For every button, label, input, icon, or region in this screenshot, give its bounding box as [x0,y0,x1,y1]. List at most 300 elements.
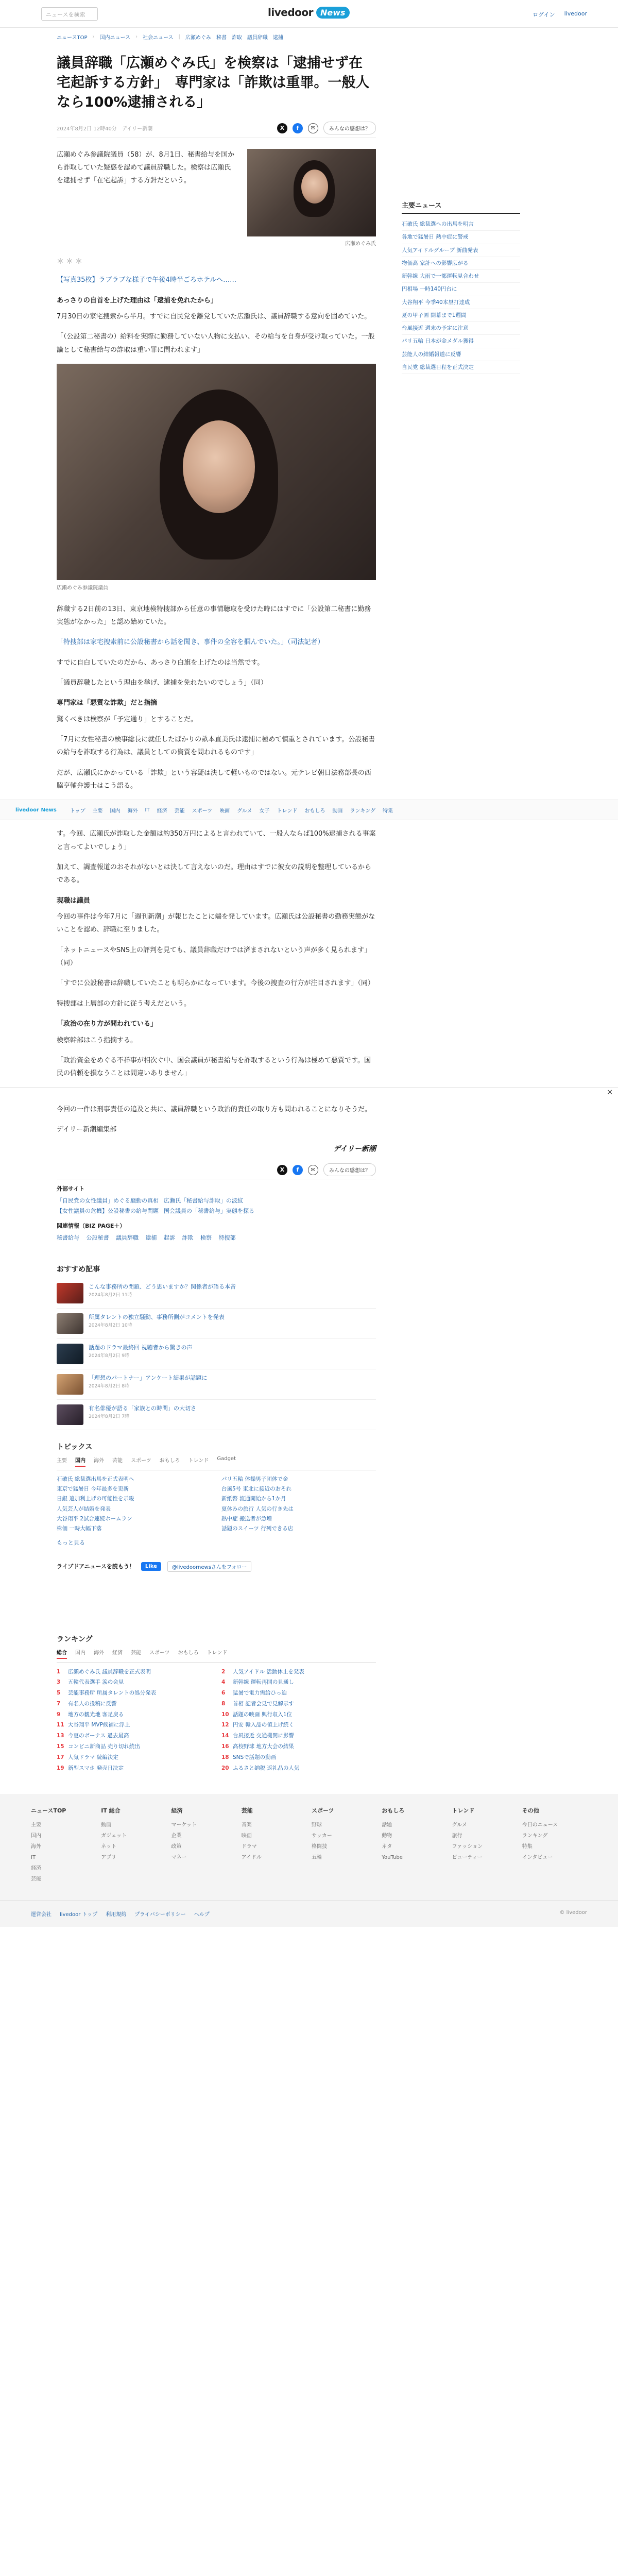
ranking-number: 18 [221,1754,229,1760]
tag-link[interactable]: 秘書給与 [57,1234,79,1241]
article-photo[interactable] [57,364,376,580]
footer-link[interactable]: ドラマ [241,1844,257,1850]
footer-link[interactable]: 主要 [31,1822,41,1828]
footer-link[interactable]: 今日のニュース [522,1822,558,1828]
article-date-source: 2024年8月2日 12時40分 デイリー新潮 [57,126,153,132]
footer-column-heading[interactable]: 経済 [171,1807,183,1815]
tab-topic[interactable]: トレンド [188,1458,209,1464]
reactions-button[interactable]: みんなの感想は？ [323,1163,376,1176]
topic-item[interactable]: 株価 一時大幅下落 [57,1526,102,1532]
tag-link[interactable]: 議員辞職 [247,35,268,41]
sidebar-news-item[interactable] [402,322,520,335]
copyright-text: © livedoor [559,1910,587,1916]
footer-link[interactable]: 国内 [31,1833,41,1839]
ranking-item[interactable] [57,1667,211,1677]
footer-bottom-link[interactable]: 運営会社 [31,1912,52,1918]
recommend-item[interactable] [57,1339,376,1369]
share-bar-footer [277,1163,376,1176]
ranking-number: 19 [57,1765,64,1771]
footer-column-heading[interactable]: その他 [522,1807,539,1815]
breadcrumb-item[interactable]: ニュースTOP [57,35,88,41]
tag-link[interactable]: 詐取 [231,35,242,41]
mail-share-icon[interactable]: ✉ [308,1165,318,1175]
external-links [57,1196,376,1216]
ranking-number: 11 [57,1722,64,1728]
body-paragraph: 検察幹部はこう指摘する。 [57,1036,138,1044]
footer-column [382,1806,447,1885]
ranking-text: 首相 記者会見で見解示す [233,1700,294,1707]
tab-ranking-active[interactable]: 総合 [57,1648,67,1659]
article-photo-caption: 広瀬めぐみ参議院議員 [57,585,108,591]
sidebar-news-item[interactable] [402,218,520,231]
sidebar-news-label: 各地で猛暑日 熱中症に警戒 [402,234,469,241]
nav-item[interactable]: 女子 [259,808,270,814]
login-link[interactable]: ログイン [533,11,555,18]
footer-bottom-link[interactable]: プライバシーポリシー [134,1912,186,1918]
ranking-number: 15 [57,1743,64,1750]
ranking-item[interactable] [221,1709,376,1720]
footer-link[interactable]: 音楽 [241,1822,252,1828]
sidebar-news-label: 円相場 一時140円台に [402,286,457,293]
ranking-text: 有名人の投稿に反響 [68,1700,117,1707]
recommend-item[interactable] [57,1278,376,1309]
sidebar-news-item[interactable] [402,257,520,270]
sidebar-news-label: 台風接近 週末の予定に注意 [402,325,469,332]
sidebar-news-item[interactable] [402,244,520,257]
external-link[interactable]: 国会議員の「秘書給与」実態を探る [164,1208,254,1215]
tab-topic[interactable]: 海外 [94,1458,104,1464]
ranking-item[interactable] [57,1699,211,1709]
recommend-body [89,1313,225,1334]
nav-item[interactable]: グルメ [237,808,252,814]
footer-column-heading[interactable]: 芸能 [241,1807,253,1815]
tags-title: 関連情報（BIZ PAGE＋） [57,1222,126,1229]
footer-link[interactable]: ガジェット [101,1833,127,1839]
tag-link[interactable]: 検察 [200,1234,212,1241]
footer-column-heading[interactable]: おもしろ [382,1807,405,1815]
footer-link[interactable]: 特集 [522,1844,533,1850]
nav-logo[interactable]: livedoor News [15,807,57,813]
footer-column [171,1806,236,1885]
footer-link[interactable]: インタビュー [522,1855,553,1861]
nav-item[interactable]: 経済 [157,808,167,814]
footer-link[interactable]: マネー [171,1855,187,1861]
ranking-item[interactable] [221,1763,376,1774]
body-paragraph: 「すでに公設秘書は辞職していたことも明らかになっています。今後の捜査の行方が注目されます」（同） [57,979,374,988]
footer-bottom-link[interactable]: 利用規約 [106,1912,127,1918]
topic-item[interactable]: パリ五輪 体操男子団体で金 [221,1476,288,1482]
sidebar-news-label: 自民党 総裁選日程を正式決定 [402,364,474,370]
ranking-item[interactable] [57,1677,211,1688]
breadcrumb-separator: › [92,33,95,40]
footer-column [312,1806,376,1885]
footer-column [522,1806,587,1885]
recommend-date: 2024年8月2日 9時 [89,1353,129,1359]
tab-ranking[interactable]: 海外 [94,1650,104,1656]
mail-share-icon[interactable]: ✉ [308,123,318,133]
livedoor-link[interactable]: livedoor [564,10,587,17]
ranking-text: 高校野球 地方大会の結果 [233,1743,294,1750]
x-share-icon[interactable]: X [277,123,287,133]
reactions-button[interactable]: みんなの感想は？ [323,122,376,134]
body-paragraph: 驚くべきは検察が「予定通り」とすることだ。 [57,715,198,723]
sidebar-news-item[interactable] [402,296,520,309]
breadcrumb-separator: | [178,33,180,40]
main-layout [0,45,618,800]
nav-item[interactable]: 動画 [332,808,343,814]
recommend-date: 2024年8月2日 7時 [89,1414,129,1420]
nav-item[interactable]: 映画 [219,808,230,814]
sidebar-news-label: 夏の甲子園 開幕まで1週間 [402,312,467,318]
body-paragraph: 辞職する2日前の13日、東京地検特捜部から任意の事情聴取を受けた時にはすでに「公設第二秘書に勤務実態がなかった」と認め始めていた。 [57,605,371,626]
ranking-item[interactable] [221,1752,376,1763]
lead-figure [247,149,376,247]
body-paragraph: すでに自白していたのだから、あっさり白旗を上げたのは当然です。 [57,658,264,667]
nav-item[interactable]: ランキング [350,808,376,814]
section-divider: ＊＊＊ [57,258,84,266]
sidebar-news-label: パリ五輪 日本が金メダル獲得 [402,338,474,345]
ranking-number: 9 [57,1711,61,1718]
lead-photo[interactable] [247,149,376,236]
tag-link[interactable]: 詐欺 [182,1234,194,1241]
recommend-thumbnail [57,1313,83,1334]
ranking-number: 3 [57,1679,61,1686]
breadcrumb-separator: › [135,33,138,40]
footer-bottom-link[interactable]: livedoor トップ [60,1912,98,1918]
footer-link[interactable]: 野球 [312,1822,322,1828]
ranking-number: 6 [221,1690,226,1697]
footer-column-heading[interactable]: IT 総合 [101,1807,121,1815]
footer-link[interactable]: ランキング [522,1833,548,1839]
body-paragraph: 「ネットニュースやSNS上の評判を見ても、議員辞職だけでは済まされないという声が多く見られます」（同） [57,946,371,968]
nav-item[interactable]: 国内 [110,808,121,814]
sidebar-news-item[interactable] [402,309,520,322]
ranking-number: 1 [57,1668,61,1675]
recommend-list [57,1278,561,1430]
footer-link[interactable]: ファッション [452,1844,483,1850]
header-links [533,10,587,19]
external-link[interactable]: 「自民党の女性議員」めぐる騒動の真相 [57,1197,159,1205]
footer-column-heading[interactable]: スポーツ [312,1807,334,1815]
footer-link[interactable]: サッカー [312,1833,332,1839]
nav-item[interactable]: 海外 [127,808,138,814]
topic-item[interactable]: 夏休みの旅行 人気の行き先は [221,1505,294,1512]
recommend-body [89,1283,236,1303]
tag-link[interactable]: 特捜部 [218,1234,236,1241]
ranking-text: 五輪代表選手 涙の会見 [68,1679,124,1686]
closing-body [57,1096,376,1137]
footer-link[interactable]: YouTube [382,1855,403,1861]
topics-title: トピックス [57,1443,93,1451]
recommend-thumbnail [57,1404,83,1425]
ranking-tabs [57,1648,376,1663]
sidebar-title: 主要ニュース [402,200,520,214]
tab-topic[interactable]: おもしろ [159,1458,180,1464]
sidebar-news-item[interactable] [402,361,520,374]
ranking-item[interactable] [57,1763,211,1774]
ranking-list [57,1667,376,1774]
tag-link[interactable]: 逮捕 [272,35,283,41]
lead-paragraph: 広瀬めぐみ参議院議員（58）が、8月1日、秘書給与を国から詐取していた疑惑を認めて議員辞職した。検察は広瀬氏を逮捕せず「在宅起訴」する方針だという。 [57,151,235,184]
body-subhead: 専門家は「悪質な詐欺」だと指摘 [57,699,158,707]
ranking-item[interactable] [221,1667,376,1677]
external-sites-title: 外部サイト [57,1185,85,1193]
sidebar-news-label: 石破氏 総裁選への出馬を明言 [402,221,474,227]
footer-link[interactable]: 動画 [101,1822,112,1828]
tag-link[interactable]: 議員辞職 [116,1234,139,1241]
tab-topic-active[interactable]: 国内 [75,1456,85,1467]
footer-link[interactable]: マーケット [171,1822,197,1828]
recommend-title: おすすめ記事 [57,1265,100,1274]
body-paragraph: す。今回、広瀬氏が詐取した金額は約350万円によると言われていて、一般人ならば100%逮捕される事案と言ってよいでしょう」 [57,830,376,851]
ranking-item[interactable] [57,1720,211,1731]
top-bar [0,0,618,28]
topic-item[interactable]: 大谷翔平 2試合連続ホームラン [57,1515,132,1522]
footer-link[interactable]: ビューティー [452,1855,483,1861]
footer-link[interactable]: 動物 [382,1833,392,1839]
ranking-text: コンビニ新商品 売り切れ続出 [68,1743,140,1750]
ranking-text: ふるさと納税 返礼品の人気 [233,1765,300,1771]
x-share-icon[interactable]: X [277,1165,287,1175]
ranking-number: 14 [221,1733,229,1739]
tab-ranking[interactable]: スポーツ [149,1650,170,1656]
footer-column-heading[interactable]: トレンド [452,1807,475,1815]
footer-link[interactable]: IT [31,1855,36,1861]
ranking-text: 台風接近 交通機関に影響 [233,1733,294,1739]
tab-topic[interactable]: 主要 [57,1458,67,1464]
topic-item[interactable]: 熱中症 搬送者が急増 [221,1515,272,1522]
facebook-share-icon[interactable]: f [293,123,303,133]
ranking-number: 8 [221,1700,226,1707]
more-link[interactable]: もっと見る [57,1539,85,1546]
footer-link[interactable]: 話題 [382,1822,392,1828]
tab-ranking[interactable]: おもしろ [178,1650,199,1656]
ranking-text: 人気ドラマ 続編決定 [68,1754,118,1760]
ranking-item[interactable] [57,1731,211,1741]
ranking-item[interactable] [221,1720,376,1731]
tab-topic[interactable]: スポーツ [131,1458,151,1464]
ranking-text: 今夏のボーナス 過去最高 [68,1733,129,1739]
body-subhead: 現職は議員 [57,896,91,905]
body-subhead: あっさりの自首を上げた理由は「逮捕を免れたから」 [57,296,217,304]
breadcrumb [0,28,618,45]
external-link[interactable]: 広瀬氏「秘書給与詐取」の波紋 [164,1197,243,1205]
source-block [57,1143,376,1243]
ranking-item[interactable] [57,1688,211,1699]
topic-item[interactable]: 台風5号 東北に接近のおそれ [221,1485,292,1492]
article-continuation [0,820,618,1080]
sidebar-news-item[interactable] [402,348,520,361]
ranking-text: 芸能事務所 所属タレントの処分発表 [68,1690,157,1697]
follow-label: ライブドアニュースを読もう！ [57,1563,135,1570]
x-follow-button[interactable]: @livedoornewsさんをフォロー [167,1561,252,1572]
footer-link[interactable]: 格闘技 [312,1844,327,1850]
tab-ranking[interactable]: トレンド [207,1650,228,1656]
recommend-item[interactable] [57,1400,376,1430]
ranking-item[interactable] [221,1699,376,1709]
photo-face-shape [301,170,328,204]
recommend-text: こんな事務所の閉鎖、どう思いますか？関係者が語る本音 [89,1283,236,1290]
sidebar-news-label: 大谷翔平 今季40本塁打達成 [402,299,470,306]
close-icon[interactable]: × [607,1088,613,1096]
ranking-item[interactable] [57,1709,211,1720]
ranking-text: 大谷翔平 MVP候補に浮上 [68,1722,130,1728]
topic-item[interactable]: 東京で猛暑日 今年最多を更新 [57,1485,129,1492]
footer-link[interactable]: 映画 [241,1833,252,1839]
recommend-body [89,1374,207,1395]
tab-ranking[interactable]: 芸能 [131,1650,141,1656]
footer-link[interactable]: 企業 [171,1833,182,1839]
ranking-text: 新幹線 運転再開の見通し [233,1679,294,1686]
footer-link[interactable]: ネタ [382,1844,392,1850]
nav-item[interactable]: 特集 [383,808,393,814]
recommend-date: 2024年8月2日 8時 [89,1384,129,1389]
lead-photo-caption: 広瀬めぐみ氏 [345,241,376,247]
topics-list [57,1475,376,1534]
tab-ranking[interactable]: 経済 [112,1650,123,1656]
sticky-nav [0,800,618,820]
ranking-number: 20 [221,1765,229,1771]
nav-item[interactable]: スポーツ [192,808,213,814]
footer-link[interactable]: 旅行 [452,1833,462,1839]
ranking-text: 広瀬めぐみ氏 議員辞職を正式表明 [68,1668,151,1675]
recommend-item[interactable] [57,1309,376,1339]
ranking-item[interactable] [221,1688,376,1699]
topic-item[interactable]: 石破氏 総裁選出馬を正式表明へ [57,1476,134,1482]
sidebar-news-label: 物価高 家計への影響広がる [402,260,469,266]
ranking-text: SNSで話題の動画 [233,1754,277,1760]
tab-topic[interactable]: 芸能 [112,1458,123,1464]
ranking-item[interactable] [221,1677,376,1688]
footer-link[interactable]: 政策 [171,1844,182,1850]
ranking-number: 13 [57,1733,64,1739]
recommend-text: 話題のドラマ最終回 視聴者から驚きの声 [89,1344,193,1351]
footer-column [242,1806,306,1885]
ranking-number: 10 [221,1711,229,1718]
logo-news-badge: News [316,7,350,19]
body-paragraph: 特捜部は上層部の方針に従う考えだという。 [57,999,191,1008]
tag-link[interactable]: 公設秘書 [86,1234,109,1241]
tab-topic[interactable]: Gadget [217,1455,236,1462]
body-subhead: 「政治の在り方が問われている」 [57,1020,158,1028]
footer-link[interactable]: アプリ [101,1855,116,1861]
ranking-item[interactable] [221,1741,376,1752]
breadcrumb-item[interactable]: 社会ニュース [143,35,174,41]
tag-link[interactable]: 逮捕 [145,1234,157,1241]
ranking-text: 地方の観光地 客足戻る [68,1711,124,1718]
body-paragraph: 「7月に女性秘書の検事総長に就任したばかりの畝本直美氏は逮捕に極めて慎重とされています。公設秘書の給与を詐取する行為は、議員としての資質を問われるものです」 [57,736,375,757]
sidebar-news-item[interactable] [402,335,520,348]
recommend-thumbnail [57,1374,83,1395]
ranking-item[interactable] [57,1741,211,1752]
recommend-item[interactable] [57,1369,376,1400]
source-row [57,1143,376,1154]
body-paragraph: 加えて、調査報道のおそれがないとは決して言えないのだ。理由はすでに彼女の説明を整理しているからである。 [57,863,372,885]
article-lead [57,149,376,247]
site-logo[interactable] [268,6,350,19]
footer-link[interactable]: ネット [101,1844,117,1850]
footer-link[interactable]: グルメ [452,1822,467,1828]
footer-column [31,1806,96,1885]
nav-item[interactable]: 主要 [92,808,103,814]
ranking-text: 人気アイドル 活動休止を発表 [233,1668,304,1675]
search-input[interactable]: ニュースを検索 [41,7,98,21]
ranking-title: ランキング [57,1635,93,1643]
sidebar-news-label: 人気アイドルグループ 新曲発表 [402,247,478,253]
photo-face-shape [183,420,255,513]
body-paragraph: 「議員辞職したという理由を挙げ、逮捕を免れたいのでしょう」（同） [57,679,267,687]
continuation-body [57,820,376,1080]
footer-bottom-link[interactable]: ヘルプ [194,1912,210,1918]
tag-link[interactable]: 広瀬めぐみ [185,35,211,41]
facebook-share-icon[interactable]: f [293,1165,303,1175]
ranking-number: 5 [57,1690,61,1697]
ranking-item[interactable] [221,1731,376,1741]
sidebar-news-item[interactable] [402,283,520,296]
ranking-item[interactable] [57,1752,211,1763]
closing-paragraph: 今回の一件は刑事責任の追及と共に、議員辞職という政治的責任の取り方も問われることになりそうだ。 [57,1105,372,1113]
topics-tabs [57,1456,376,1470]
source-logo[interactable]: デイリー新潮 [333,1145,376,1154]
footer-link[interactable]: アイドル [241,1855,262,1861]
topic-item[interactable]: 新紙幣 流通開始から1か月 [221,1496,286,1502]
recommend-date: 2024年8月2日 10時 [89,1323,132,1329]
ranking-text: 猛暑で電力需給ひっ迫 [233,1690,287,1697]
ranking-text: 新型スマホ 発売日決定 [68,1765,124,1771]
tag-link[interactable]: 秘書 [216,35,227,41]
body-paragraph: 7月30日の家宅捜索から半月。すでに自民党を離党していた広瀬氏は、議員辞職する意向を固めていた。 [57,313,371,321]
nav-item[interactable]: IT [145,807,150,813]
site-footer [0,1794,618,1900]
footer-link[interactable]: 経済 [31,1866,41,1872]
footer-link[interactable]: 海外 [31,1844,41,1850]
footer-column-heading[interactable]: ニュースTOP [31,1807,66,1815]
ranking-number: 16 [221,1743,229,1750]
tag-link[interactable]: 起訴 [164,1234,175,1241]
nav-item[interactable]: おもしろ [304,808,325,814]
recommend-thumbnail [57,1283,83,1303]
share-bar [277,122,376,134]
footer-bottom-links [31,1910,210,1918]
recommend-text: 有名俳優が語る「家族との時間」の大切さ [89,1404,196,1412]
footer-column [101,1806,166,1885]
ranking-number: 12 [221,1722,229,1728]
recommend-text: 所属タレントの独立騒動、事務所側がコメントを発表 [89,1313,225,1320]
nav-item[interactable]: 芸能 [174,808,185,814]
topic-item[interactable]: 日銀 追加利上げの可能性を示唆 [57,1496,134,1502]
breadcrumb-item[interactable]: 国内ニュース [99,35,131,41]
ranking-text: 話題の映画 興行収入1位 [233,1711,293,1718]
body-paragraph: だが、広瀬氏にかかっている「詐欺」という容疑は決して軽いものではない。元テレビ朝日法務部長の西脇亨輔弁護士はこう語る。 [57,769,371,790]
facebook-like-button[interactable]: Like [141,1562,161,1571]
footer-link[interactable]: 五輪 [312,1855,322,1861]
topic-item[interactable]: 話題のスイーツ 行列できる店 [221,1526,294,1532]
nav-item[interactable]: トレンド [277,808,298,814]
body-paragraph: 今回の事件は今年7月に「週刊新潮」が報じたことに端を発しています。広瀬氏は公設秘書の勤務実態がないことを認め、辞職に至りました。 [57,913,375,934]
nav-item[interactable]: トップ [70,808,85,814]
photo-gallery-link[interactable]: 【写真35枚】ラブラブな様子で午後4時半ごろホテルへ…… [57,276,237,284]
tab-ranking[interactable]: 国内 [75,1650,85,1656]
ranking-section [57,1634,561,1774]
recommend-body [89,1404,196,1425]
external-link[interactable]: 【女性議員の危機】公設秘書の給与問題 [57,1208,159,1215]
sidebar-news-item[interactable] [402,270,520,283]
footer-column [452,1806,517,1885]
sidebar-news-item[interactable] [402,231,520,244]
footer-link[interactable]: 芸能 [31,1876,41,1883]
logo-text: livedoor [268,6,313,19]
topic-item[interactable]: 人気芸人が結婚を発表 [57,1505,111,1512]
